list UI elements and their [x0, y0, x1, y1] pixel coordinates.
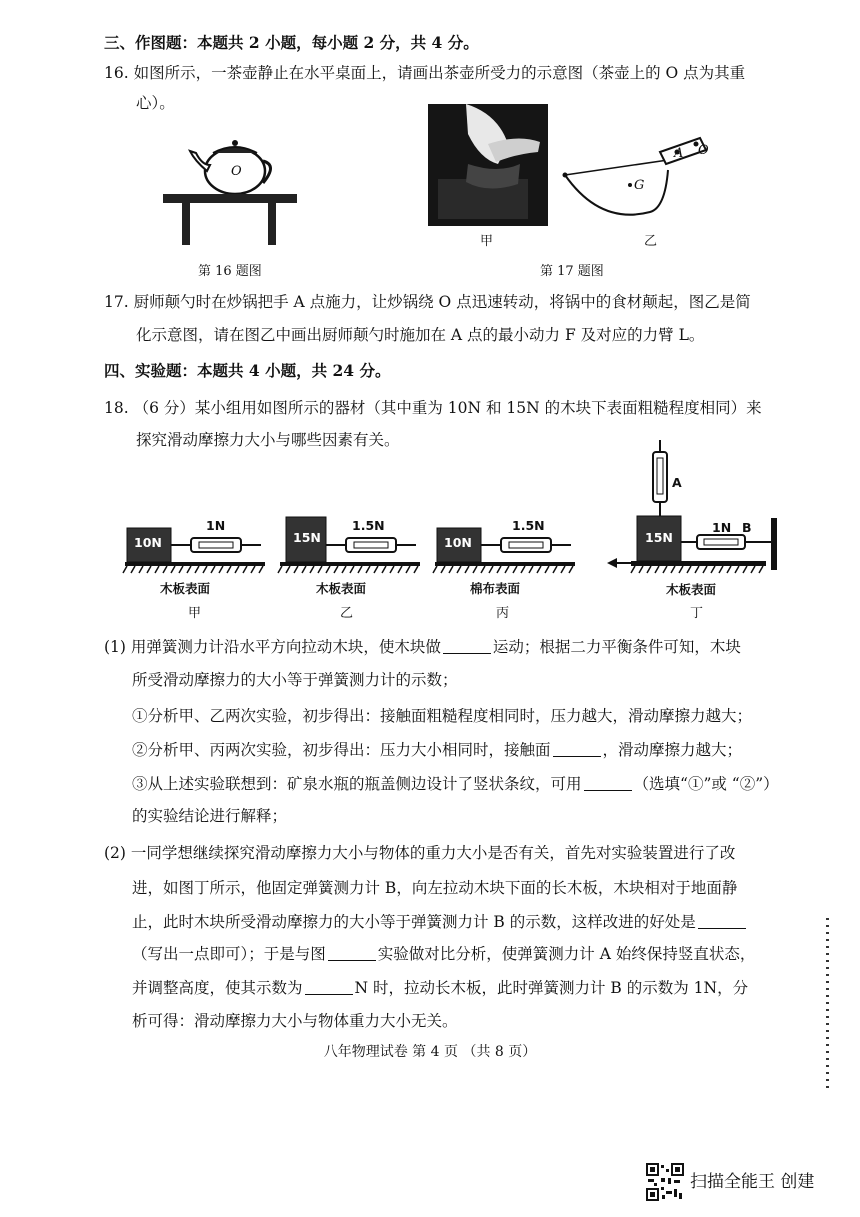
conclusion-2 [132, 740, 742, 760]
conclusion-3-b: （选填“①”或 “②”） [633, 775, 779, 793]
conclusion-2-a: ②分析甲、丙两次实验，初步得出：压力大小相同时，接触面 [132, 741, 551, 759]
part2-line5 [132, 978, 748, 998]
part2-line2: 进，如图丁所示，他固定弹簧测力计 B，向左拉动木块下面的长木板，木块相对于地面静 [132, 879, 738, 897]
conclusion-3 [132, 774, 779, 794]
setup-bing-surface: 棉布表面 [470, 581, 521, 596]
part2-line5-b: N 时，拉动长木板，此时弹簧测力计 B 的示数为 1N，分 [354, 979, 749, 997]
teapot-figure [160, 135, 300, 250]
setup-yi-surface: 木板表面 [316, 581, 367, 596]
setup-ding-surface: 木板表面 [666, 582, 717, 597]
wok-point-o: O [698, 143, 709, 158]
fig17-label-jia: 甲 [480, 234, 494, 249]
blank-choice[interactable] [584, 776, 632, 791]
wok-point-g: G [634, 178, 645, 193]
part1-text-cont: 所受滑动摩擦力的大小等于弹簧测力计的示数； [132, 671, 458, 689]
part2-line1: (2) 一同学想继续探究滑动摩擦力大小与物体的重力大小是否有关，首先对实验装置进行了改 [104, 844, 736, 862]
setup-jia-reading: 1N [206, 518, 226, 533]
wok-point-a: A [674, 146, 684, 161]
setup-jia-surface: 木板表面 [160, 581, 211, 596]
blank-motion[interactable] [443, 639, 491, 654]
setup-jia-label: 甲 [188, 606, 202, 621]
part2-line3-a: 止，此时木块所受滑动摩擦力的大小等于弹簧测力计 B 的示数，这样改进的好处是 [132, 913, 696, 931]
section4-heading: 四、实验题：本题共 4 小题，共 24 分。 [104, 361, 391, 380]
setup-ding-block: 15N [645, 530, 673, 545]
page-footer: 八年物理试卷 第 4 页 （共 8 页） [323, 1044, 537, 1060]
section3-heading: 三、作图题：本题共 2 小题，每小题 2 分，共 4 分。 [104, 33, 479, 52]
setup-yi-label: 乙 [340, 606, 354, 621]
conclusion-3-cont: 的实验结论进行解释； [132, 807, 288, 825]
setup-jia-block: 10N [134, 535, 162, 550]
fig17-label-yi: 乙 [644, 234, 658, 249]
fig17-caption: 第 17 题图 [540, 264, 604, 279]
part2-line3 [132, 912, 748, 932]
chef-photo [428, 104, 548, 226]
setup-ding-meter-b: B [742, 520, 752, 535]
part2-line6: 析可得：滑动摩擦力大小与物体重力大小无关。 [132, 1012, 458, 1030]
q17-text: 17. 厨师颠勺时在炒锅把手 A 点施力，让炒锅绕 O 点迅速转动，将锅中的食材颠起，图乙是简 [104, 293, 751, 311]
setup-bing-block: 10N [444, 535, 472, 550]
part1-text [104, 637, 741, 657]
setup-yi [280, 515, 420, 575]
setup-ding-meter-a: A [672, 475, 682, 490]
scanner-watermark: 扫描全能王 创建 [690, 1172, 815, 1192]
part2-line4-a: （写出一点即可）；于是与图 [132, 945, 326, 963]
q18-text-cont: 探究滑动摩擦力大小与哪些因素有关。 [136, 431, 400, 449]
setup-yi-block: 15N [293, 530, 321, 545]
setup-yi-reading: 1.5N [352, 518, 385, 533]
blank-surface[interactable] [553, 742, 601, 757]
teapot-point-o: O [231, 164, 242, 179]
conclusion-3-a: ③从上述实验联想到：矿泉水瓶的瓶盖侧边设计了竖状条纹，可用 [132, 775, 582, 793]
q18-text: 18. （6 分）某小组用如图所示的器材（其中重为 10N 和 15N 的木块下表面粗糙程度相同）来 [104, 399, 762, 417]
blank-figure[interactable] [328, 946, 376, 961]
setup-ding [605, 440, 790, 580]
setup-bing-label: 丙 [496, 606, 510, 621]
conclusion-2-b: ，滑动摩擦力越大； [602, 741, 743, 759]
blank-advantage[interactable] [698, 914, 746, 929]
conclusion-1: ①分析甲、乙两次实验，初步得出：接触面粗糙程度相同时，压力越大，滑动摩擦力越大； [132, 707, 753, 725]
binding-dotted-line [826, 918, 829, 1088]
setup-bing-reading: 1.5N [512, 518, 545, 533]
setup-ding-label: 丁 [690, 606, 704, 621]
setup-ding-reading: 1N [712, 520, 732, 535]
part1-text-a: (1) 用弹簧测力计沿水平方向拉动木块，使木块做 [104, 638, 441, 656]
q17-text-cont: 化示意图，请在图乙中画出厨师颠勺时施加在 A 点的最小动力 F 及对应的力臂 L。 [136, 326, 705, 344]
part2-line4-b: 实验做对比分析，使弹簧测力计 A 始终保持竖直状态， [377, 945, 756, 963]
qr-code-icon [646, 1163, 684, 1201]
blank-newton[interactable] [305, 980, 353, 995]
q16-text: 16. 如图所示，一茶壶静止在水平桌面上，请画出茶壶所受力的示意图（茶壶上的 O 点为其重 [104, 64, 746, 82]
q16-text-cont: 心）。 [136, 94, 175, 112]
part2-line4 [132, 944, 755, 964]
fig16-caption: 第 16 题图 [198, 264, 262, 279]
part2-line5-a: 并调整高度，使其示数为 [132, 979, 303, 997]
part1-text-b: 运动；根据二力平衡条件可知，木块 [492, 638, 741, 656]
